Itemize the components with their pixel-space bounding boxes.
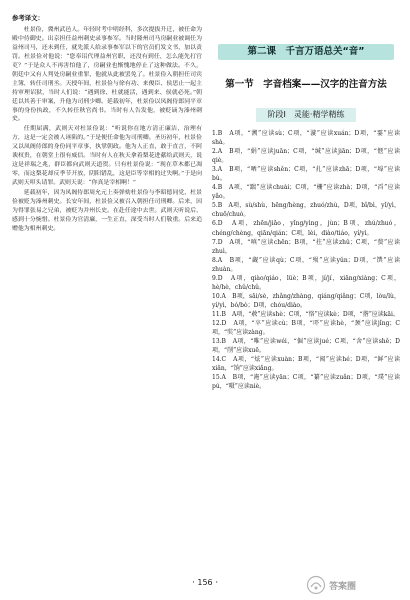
answer-item: 6.D A项，zhēn/jiǎo，yǐng/yìng，jùn；B项，zhú/zhuó，chéng/chèng，qiān/qián；C项，lèi，diào/tiáo，yí/yì。	[212, 220, 400, 237]
translation-paragraph: 延载初年，因为凤阁侍郎周允元上奏弹劾杜景俭与李昭德同党，杜景俭被贬为溱州刺史。长安年间，杜景俭又被召入朝担任司刑卿。后来，因为得罪张易之兄弟，被贬为并州长史。在赴任途中去世。武则天听说后，感到十分惋惜。杜景俭为官清廉，一生正直，深受当时人们敬重。后来追赠他为相州刺史。	[12, 190, 202, 232]
translation-heading: 参考译文：	[12, 14, 44, 22]
stage-title	[212, 108, 400, 122]
answer-item: 4.B A项，“踹”应读chuài；C项，“栅”应读zhà；D项，“舀”应读yǎo。	[212, 184, 400, 201]
answer-item: 1.B A项，“溯”应读sù；C项，“漩”应读xuán；D项，“霎”应读shà。	[212, 130, 400, 147]
translation-paragraph: 任期届满，武则天对杜景俭说：“听说你在地方清正廉洁，治理有方，这是一定会被人诬陷的。”于是便任命他为司刑卿。圣历初年，杜景俭又以凤阁侍郎的身份同平章事，执掌朝政。他为人正直，敢于直言，不阿谀权贵，在朝堂上很有威信。当时有人在秋天拿着梨花进献给武则天，说这是祥瑞之兆，群臣都向武则天道贺。只有杜景俭说：“现在草木都已凋零，而这梨花却反季节开放，阴阳错乱，这是臣等宰相的过失啊。”于是向武则天叩头请罪。武则天说：“你真是宰相啊！”	[12, 126, 202, 187]
translation-column	[12, 14, 202, 576]
page-number-dot-left: ·	[191, 578, 195, 588]
answer-item: 8.A B项，“觑”应读qù；C项，“殒”应读yǔn；D项，“馔”应读zhuàn。	[212, 256, 400, 273]
answer-item: 2.A B项，“娟”应读juān；C项，“缄”应读jiān；D项，“惬”应读qiè。	[212, 148, 400, 165]
answer-item: 14.C A项，“炫”应读xuàn；B项，“阂”应读hé；D项，“鲜”应读xiǎn，“饷”应读xiǎng。	[212, 356, 400, 373]
answer-item: 3.A B项，“哂”应读shěn；C项，“扎”应读zhā；D项，“埠”应读bù。	[212, 166, 400, 183]
answers-column	[212, 44, 400, 578]
answer-item: 12.D A项，“卒”应读cù；B项，“吓”应读hè，“颈”应读jǐng；C项，“奘”应读zàng。	[212, 319, 400, 337]
watermark-text: 答案圈	[329, 581, 357, 592]
page-number-dot-right: ·	[215, 578, 219, 588]
section-title: 第一节 字音档案——汉字的注音方法	[225, 79, 387, 90]
watermark-seal-icon	[306, 575, 326, 595]
answer-list	[212, 129, 400, 391]
answer-item: 15.A B项，“淹”应读yān；C项，“纂”应读zuǎn；D项，“璞”应读pú，“嗫”应读niè。	[212, 374, 400, 391]
answer-item: 5.B A项，sù/shù，hēng/hèng，zhuó/zhù，D项，bǐ/bì，yǐ/yì，chuō/chuò。	[212, 202, 400, 219]
watermark-logo	[306, 574, 402, 596]
answer-item: 9.D A项，qiào/qiáo，lüè；B项，jí/jí，xiāng/xiàng；C项，hè/hè，chǔ/chǔ。	[212, 274, 400, 291]
answer-item: 13.B A项，“唯”应读wéi，“倔”应读jué；C项，“舍”应读shě；D项，“削”应读xuē。	[212, 338, 400, 355]
answer-item: 7.D A项，“嗔”应读chēn；B项，“拄”应读zhǔ；C项，“赘”应读zhuì。	[212, 238, 400, 255]
stage-title-text: 阶段Ⅰ 灵能·精学精练	[256, 108, 357, 122]
page-number-text: 156	[197, 578, 213, 587]
answer-item: 11.B A项，“赦”应读shè；C项，“恪”应读kè；D项，“揩”应读kāi。	[212, 310, 399, 318]
lesson-banner: 第二课 千言万语总关“音”	[218, 44, 394, 60]
translation-paragraph: 杜景俭，冀州武邑人。年轻时考中明经科，多次提拔升迁，被任命为殿中侍御史。出京担任益州刺史录事参军。当时隆州司马房嗣业被调任为益州司马，还未到任，就先派人给录事参军以下的官员们发文书，加以责罚。杜景俭对他说：“您奉诏代理益州官职，还没有到任，怎么能先打官吏？”于是众人不再害怕他了，房嗣业也惭愧地停止了这种做法。不久，朝廷中又有人判处房嗣业重罪，他就从此被罢免了。杜景俭入朝担任司宾主簿，转任司刑丞。天授年间，杜景俭与徐有功、来俊臣、侯思止一起主持审理诏狱，当时人们说：“遇到徐、杜就能活，遇到来、侯就必死。”朝廷以其善于审案，升他为司刑少卿。延载初年，杜景俭以凤阁侍郎同平章事的身份执政，不久转任秋官尚书。当时有人告发他，被贬谪为溱州刺史。	[12, 26, 202, 123]
answer-item: 10.A B项，sāi/sè，zhǎng/zhàng，qiáng/qiǎng；C项，lòu/lù，yí/yì，bó/bò；D项，chóu/diào。	[212, 292, 400, 309]
